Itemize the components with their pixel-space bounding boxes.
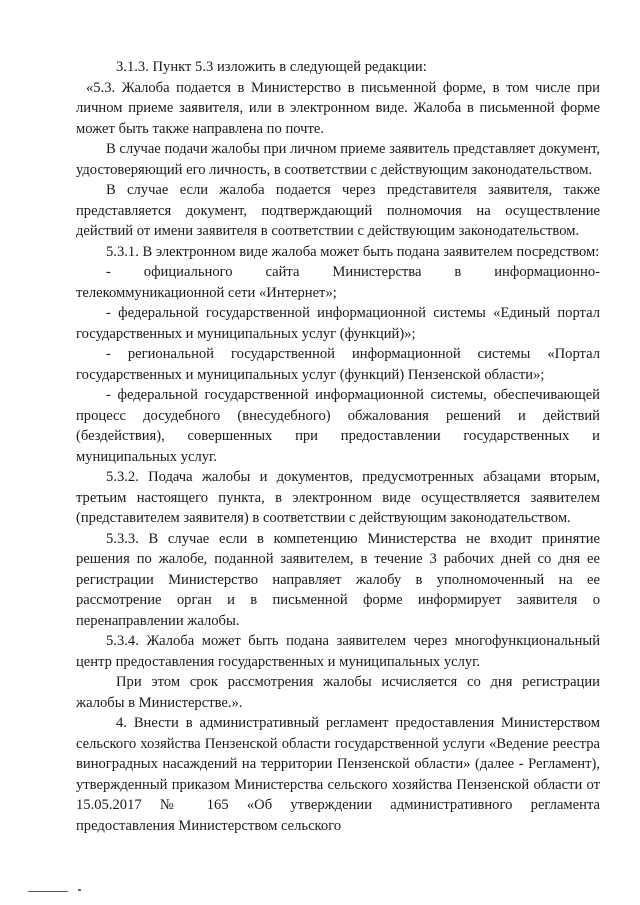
paragraph-review-period: При этом срок рассмотрения жалобы исчисляется со дня регистрации жалобы в Министерстве.». bbox=[76, 674, 600, 711]
clause-5-3-1: 5.3.1. В электронном виде жалоба может быть подана заявителем посредством: bbox=[106, 243, 600, 260]
document-body bbox=[76, 57, 600, 836]
clause-3-1-3: 3.1.3. Пункт 5.3 изложить в следующей редакции: bbox=[116, 59, 427, 75]
footer-rule bbox=[28, 891, 68, 892]
clause-5-3-2: 5.3.2. Подача жалобы и документов, предусмотренных абзацами вторым, третьим настоящего пункта, в электронном виде осуществляется заявителем (представителем заявителя) в соответствии с действующим законодательством. bbox=[76, 469, 600, 526]
list-item-official-site: - официального сайта Министерства в информационно-телекоммуникационной сети «Интернет»; bbox=[76, 264, 600, 301]
clause-5-3-3: 5.3.3. В случае если в компетенцию Министерства не входит принятие решения по жалобе, поданной заявителем, в течение 3 рабочих дней со дня ее регистрации Министерство направляет жалобу в уполномоченный на ее рассмотрение орган и в письменной форме информирует заявителя о перенаправлении жалобы. bbox=[76, 530, 600, 629]
footer-mark bbox=[78, 889, 81, 891]
list-item-regional-portal: - региональной государственной информационной системы «Портал государственных и муниципальных услуг (функций) Пензенской области»; bbox=[76, 346, 600, 383]
list-item-pretrial-system: - федеральной государственной информационной системы, обеспечивающей процесс досудебного (внесудебного) обжалования решений и действий (бездействия), совершенных при предоставлении государственных и муниципальных услуг. bbox=[76, 387, 600, 465]
clause-4: 4. Внести в административный регламент предоставления Министерством сельского хозяйства Пензенской области государственной услуги «Ведение реестра виноградных насаждений на территории Пензенской области» (далее - Регламент), утвержденный приказом Министерства сельского хозяйства Пензенской области от 15.05.2017 № 165 «Об утверждении административного регламента предоставления Министерством сельского bbox=[76, 715, 600, 834]
clause-5-3-4: 5.3.4. Жалоба может быть подана заявителем через многофункциональный центр предоставления государственных и муниципальных услуг. bbox=[76, 633, 600, 670]
paragraph-personal-reception: В случае подачи жалобы при личном приеме заявитель представляет документ, удостоверяющий его личность, в соответствии с действующим законодательством. bbox=[76, 141, 600, 178]
paragraph-representative: В случае если жалоба подается через представителя заявителя, также представляется документ, подтверждающий полномочия на осуществление действий от имени заявителя в соответствии с действующим законодательством. bbox=[76, 182, 600, 239]
clause-5-3: «5.3. Жалоба подается в Министерство в письменной форме, в том числе при личном приеме заявителя, или в электронном виде. Жалоба в письменной форме может быть также направлена по почте. bbox=[76, 79, 600, 137]
list-item-unified-portal: - федеральной государственной информационной системы «Единый портал государственных и муниципальных услуг (функций)»; bbox=[76, 305, 600, 342]
